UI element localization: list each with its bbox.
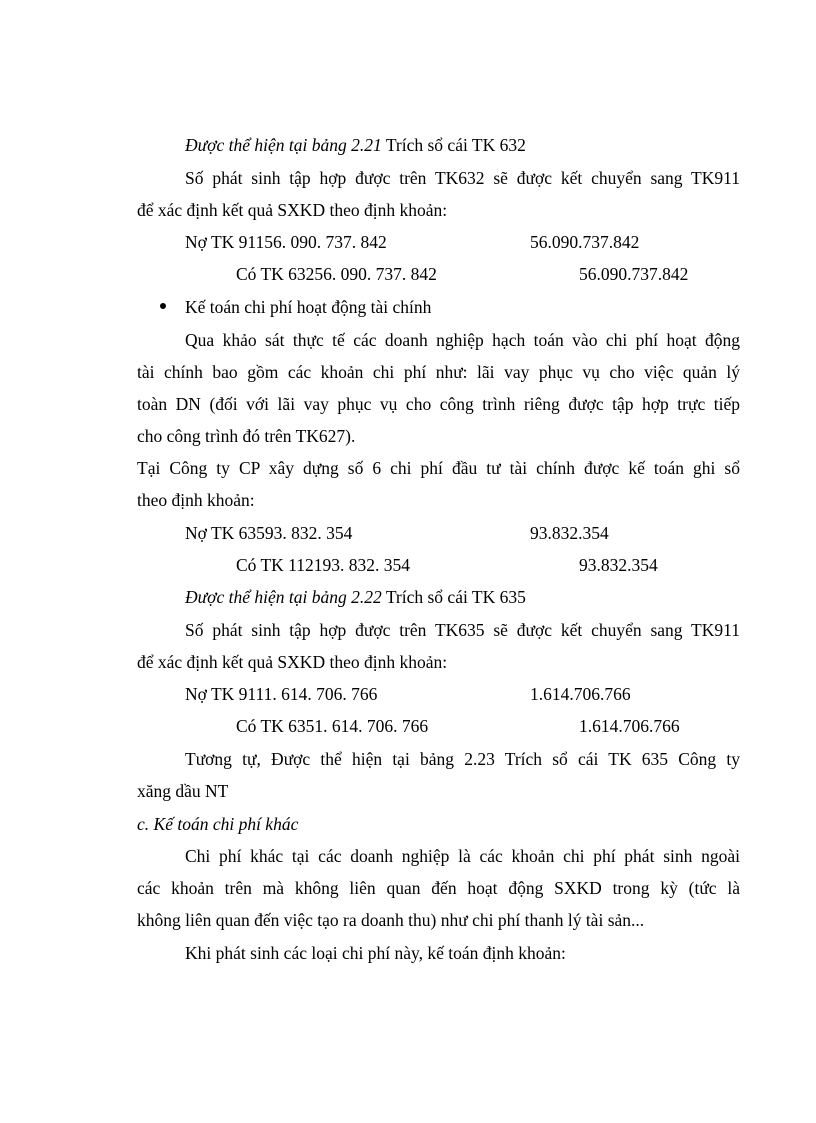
paragraph-line: Số phát sinh tập hợp được trên TK635 sẽ được kết chuyển sang TK911 — [185, 620, 740, 640]
caption-italic-text: Được thể hiện tại bảng 2.21 — [185, 135, 382, 155]
paragraph-line: Tại Công ty CP xây dựng số 6 chi phí đầu tư tài chính được kế toán ghi sổ — [137, 458, 740, 478]
bullet-heading: Kế toán chi phí hoạt động tài chính — [185, 297, 432, 317]
caption-table-2-22 — [185, 586, 526, 608]
journal-entry-debit: Nợ TK 9111. 614. 706. 766 — [185, 684, 378, 704]
journal-entry-debit-amount: 93.832.354 — [530, 523, 609, 543]
paragraph-line: Khi phát sinh các loại chi phí này, kế toán định khoản: — [185, 943, 566, 963]
paragraph-line: cho công trình đó trên TK627). — [137, 426, 356, 446]
paragraph-line: Chi phí khác tại các doanh nghiệp là các khoản chi phí phát sinh ngoài — [185, 846, 740, 866]
paragraph-line: theo định khoản: — [137, 490, 255, 510]
paragraph-line: toàn DN (đối với lãi vay phục vụ cho công trình riêng được tập hợp trực tiếp — [137, 394, 740, 414]
paragraph-line: Qua khảo sát thực tế các doanh nghiệp hạch toán vào chi phí hoạt động — [185, 330, 740, 350]
journal-entry-credit-amount: 1.614.706.766 — [579, 716, 680, 736]
caption-table-2-21 — [185, 134, 526, 156]
caption-italic-text: Được thể hiện tại bảng 2.22 — [185, 587, 382, 607]
caption-text: Trích sổ cái TK 635 — [381, 587, 526, 607]
paragraph-line: tài chính bao gồm các khoản chi phí như: lãi vay phục vụ cho việc quản lý — [137, 362, 740, 382]
journal-entry-credit-amount: 93.832.354 — [579, 555, 658, 575]
journal-entry-debit: Nợ TK 63593. 832. 354 — [185, 523, 353, 543]
paragraph-line: các khoản trên mà không liên quan đến hoạt động SXKD trong kỳ (tức là — [137, 878, 740, 898]
paragraph-line: Tương tự, Được thể hiện tại bảng 2.23 Trích sổ cái TK 635 Công ty — [185, 749, 740, 769]
journal-entry-debit-amount: 1.614.706.766 — [530, 684, 631, 704]
section-heading: c. Kế toán chi phí khác — [137, 814, 299, 834]
journal-entry-debit-amount: 56.090.737.842 — [530, 232, 640, 252]
journal-entry-credit: Có TK 6351. 614. 706. 766 — [236, 716, 429, 736]
paragraph-line: để xác định kết quả SXKD theo định khoản: — [137, 200, 448, 220]
journal-entry-credit: Có TK 112193. 832. 354 — [236, 555, 411, 575]
journal-entry-credit-amount: 56.090.737.842 — [579, 264, 689, 284]
bullet-icon — [160, 303, 166, 309]
journal-entry-debit: Nợ TK 91156. 090. 737. 842 — [185, 232, 387, 252]
caption-text: Trích sổ cái TK 632 — [381, 135, 526, 155]
journal-entry-credit: Có TK 63256. 090. 737. 842 — [236, 264, 437, 284]
paragraph-line: để xác định kết quả SXKD theo định khoản: — [137, 652, 448, 672]
paragraph-line: Số phát sinh tập hợp được trên TK632 sẽ được kết chuyển sang TK911 — [185, 168, 740, 188]
paragraph-line: xăng dầu NT — [137, 781, 229, 801]
paragraph-line: không liên quan đến việc tạo ra doanh thu) như chi phí thanh lý tài sản... — [137, 910, 645, 930]
